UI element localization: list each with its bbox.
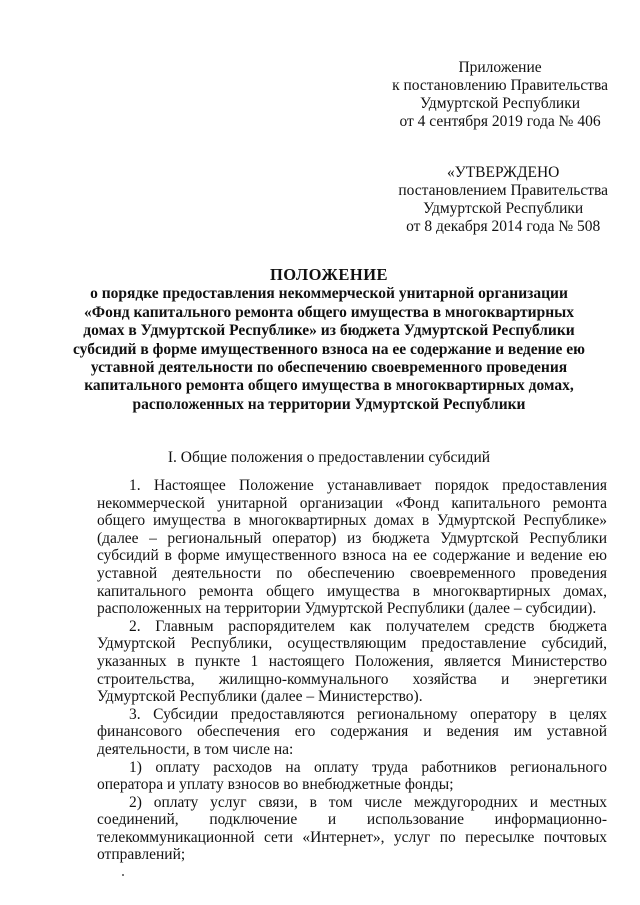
appendix-line: Приложение [458, 59, 542, 76]
scan-dot [122, 874, 124, 876]
title-line: о порядке предоставления некоммерческой унитарной организации [90, 285, 568, 303]
title-line: домах в Удмуртской Республике» из бюджета Удмуртской Республики [83, 322, 575, 340]
appendix-line: Удмуртской Республики [420, 95, 581, 112]
approved-line: «УТВЕРЖДЕНО [446, 164, 560, 181]
section-heading: I. Общие положения о предоставлении субсидий [167, 449, 491, 466]
paragraph: 2. Главным распорядителем как получателем средств бюджета Удмуртской Республики, осуществляющим предоставление субсидий, указанных в пункте 1 настоящего Положения, является Министерство строительства, жилищно-коммунального хозяйства и энергетики Удмуртской Республики (далее – Министерство). [97, 617, 607, 706]
title-line: субсидий в форме имущественного взноса на ее содержание и ведение ею [72, 340, 585, 358]
approved-line: Удмуртской Республики [423, 200, 584, 217]
paragraph: 3. Субсидии предоставляются региональному оператору в целях финансового обеспечения его содержания и ведения им уставной деятельности, в том числе на: [97, 705, 607, 758]
document-body [97, 477, 607, 864]
paragraph: 2) оплату услуг связи, в том числе междугородних и местных соединений, подключение и использование информационно-телекоммуникационной сети «Интернет», услуг по пересылке почтовых отправлений; [97, 793, 607, 864]
paragraph: 1) оплату расходов на оплату труда работников регионального оператора и уплату взносов во внебюджетные фонды; [97, 758, 607, 794]
appendix-line: от 4 сентября 2019 года № 406 [399, 113, 601, 130]
title-line: «Фонд капитального ремонта общего имущества в многоквартирных [84, 303, 574, 321]
approved-line: от 8 декабря 2014 года № 508 [406, 218, 601, 235]
title-line: расположенных на территории Удмуртской Республики [132, 395, 526, 413]
title-line: уставной деятельности по обеспечению своевременного проведения [90, 359, 568, 377]
document-title [60, 266, 598, 414]
title-main: ПОЛОЖЕНИЕ [269, 265, 389, 284]
approved-stamp [398, 164, 608, 236]
approved-line: постановлением Правительства [398, 182, 608, 199]
paragraph: 1. Настоящее Положение устанавливает порядок предоставления некоммерческой унитарной организации «Фонд капитального ремонта общего имущества в многоквартирных домах в Удмуртской Республике» (далее – региональный оператор) из бюджета Удмуртской Республики субсидий в форме имущественного взноса на ее содержание и ведение ею уставной деятельности по обеспечению своевременного проведения капитального ремонта общего имущества в многоквартирных домах, расположенных на территории Удмуртской Республики (далее – субсидии). [97, 477, 607, 618]
title-line: капитального ремонта общего имущества в многоквартирных домах, [84, 377, 574, 395]
appendix-line: к постановлению Правительства [392, 77, 608, 94]
appendix-stamp [392, 59, 608, 131]
